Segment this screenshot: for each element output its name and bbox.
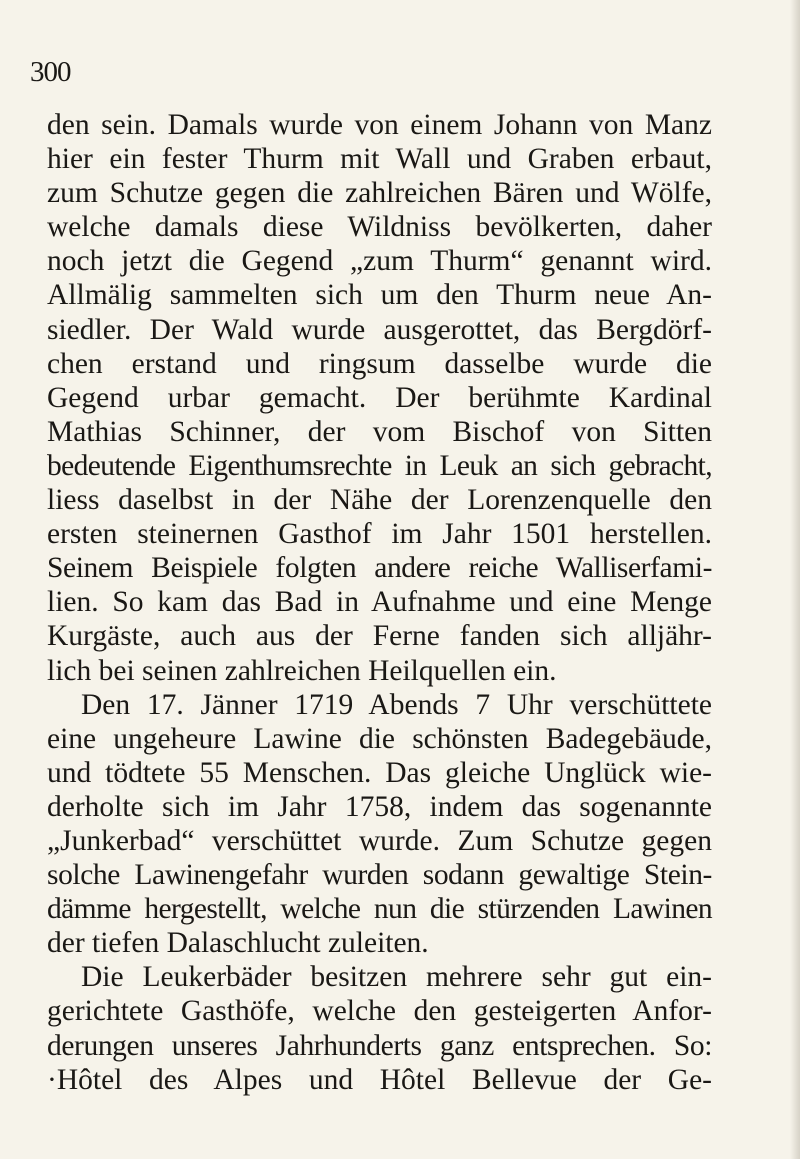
- page-edge-shadow: [790, 0, 800, 1159]
- text-line: noch jetzt die Gegend „zum Thurm“ genannt wird.: [47, 245, 712, 278]
- text-line: Den 17. Jänner 1719 Abends 7 Uhr verschüttete: [81, 688, 712, 721]
- text-line: gerichtete Gasthöfe, welche den gesteigerten Anfor-: [47, 995, 712, 1028]
- text-line: hier ein fester Thurm mit Wall und Graben erbaut,: [47, 143, 712, 176]
- text-line: ersten steinernen Gasthof im Jahr 1501 herstellen.: [47, 518, 712, 551]
- text-line: Mathias Schinner, der vom Bischof von Sitten: [47, 415, 712, 448]
- text-line: solche Lawinengefahr wurden sodann gewaltige Stein-: [47, 859, 712, 892]
- text-line: Die Leukerbäder besitzen mehrere sehr gut ein-: [81, 961, 712, 994]
- text-line: welche damals diese Wildniss bevölkerten, daher: [47, 211, 712, 244]
- text-line: lich bei seinen zahlreichen Heilquellen ein.: [47, 654, 557, 687]
- text-line: Gegend urbar gemacht. Der berühmte Kardinal: [47, 381, 712, 414]
- text-line: dämme hergestellt, welche nun die stürzenden Lawinen: [47, 893, 712, 926]
- page-number: 300: [30, 56, 71, 88]
- text-line: eine ungeheure Lawine die schönsten Badegebäude,: [47, 722, 712, 755]
- text-line: chen erstand und ringsum dasselbe wurde die: [47, 347, 712, 380]
- text-line: Allmälig sammelten sich um den Thurm neue An-: [47, 279, 712, 312]
- text-line: ·Hôtel des Alpes und Hôtel Bellevue der Ge-: [47, 1063, 712, 1096]
- text-line: derholte sich im Jahr 1758, indem das sogenannte: [47, 790, 712, 823]
- text-line: liess daselbst in der Nähe der Lorenzenquelle den: [47, 484, 712, 517]
- text-line: bedeutende Eigenthumsrechte in Leuk an sich gebracht,: [47, 449, 712, 482]
- text-line: den sein. Damals wurde von einem Johann von Manz: [47, 109, 712, 141]
- body-text: [47, 108, 712, 1097]
- text-line: siedler. Der Wald wurde ausgerottet, das Bergdörf-: [47, 313, 712, 346]
- text-line: Seinem Beispiele folgten andere reiche Walliserfami-: [47, 552, 712, 585]
- text-line: zum Schutze gegen die zahlreichen Bären und Wölfe,: [47, 177, 712, 210]
- text-line: lien. So kam das Bad in Aufnahme und eine Menge: [47, 586, 712, 619]
- text-line: „Junkerbad“ verschüttet wurde. Zum Schutze gegen: [47, 824, 712, 857]
- text-line: und tödtete 55 Menschen. Das gleiche Unglück wie-: [47, 756, 712, 789]
- text-line: derungen unseres Jahrhunderts ganz entsprechen. So:: [47, 1029, 712, 1062]
- text-line: der tiefen Dalaschlucht zuleiten.: [47, 927, 429, 960]
- text-line: Kurgäste, auch aus der Ferne fanden sich alljähr-: [47, 620, 712, 653]
